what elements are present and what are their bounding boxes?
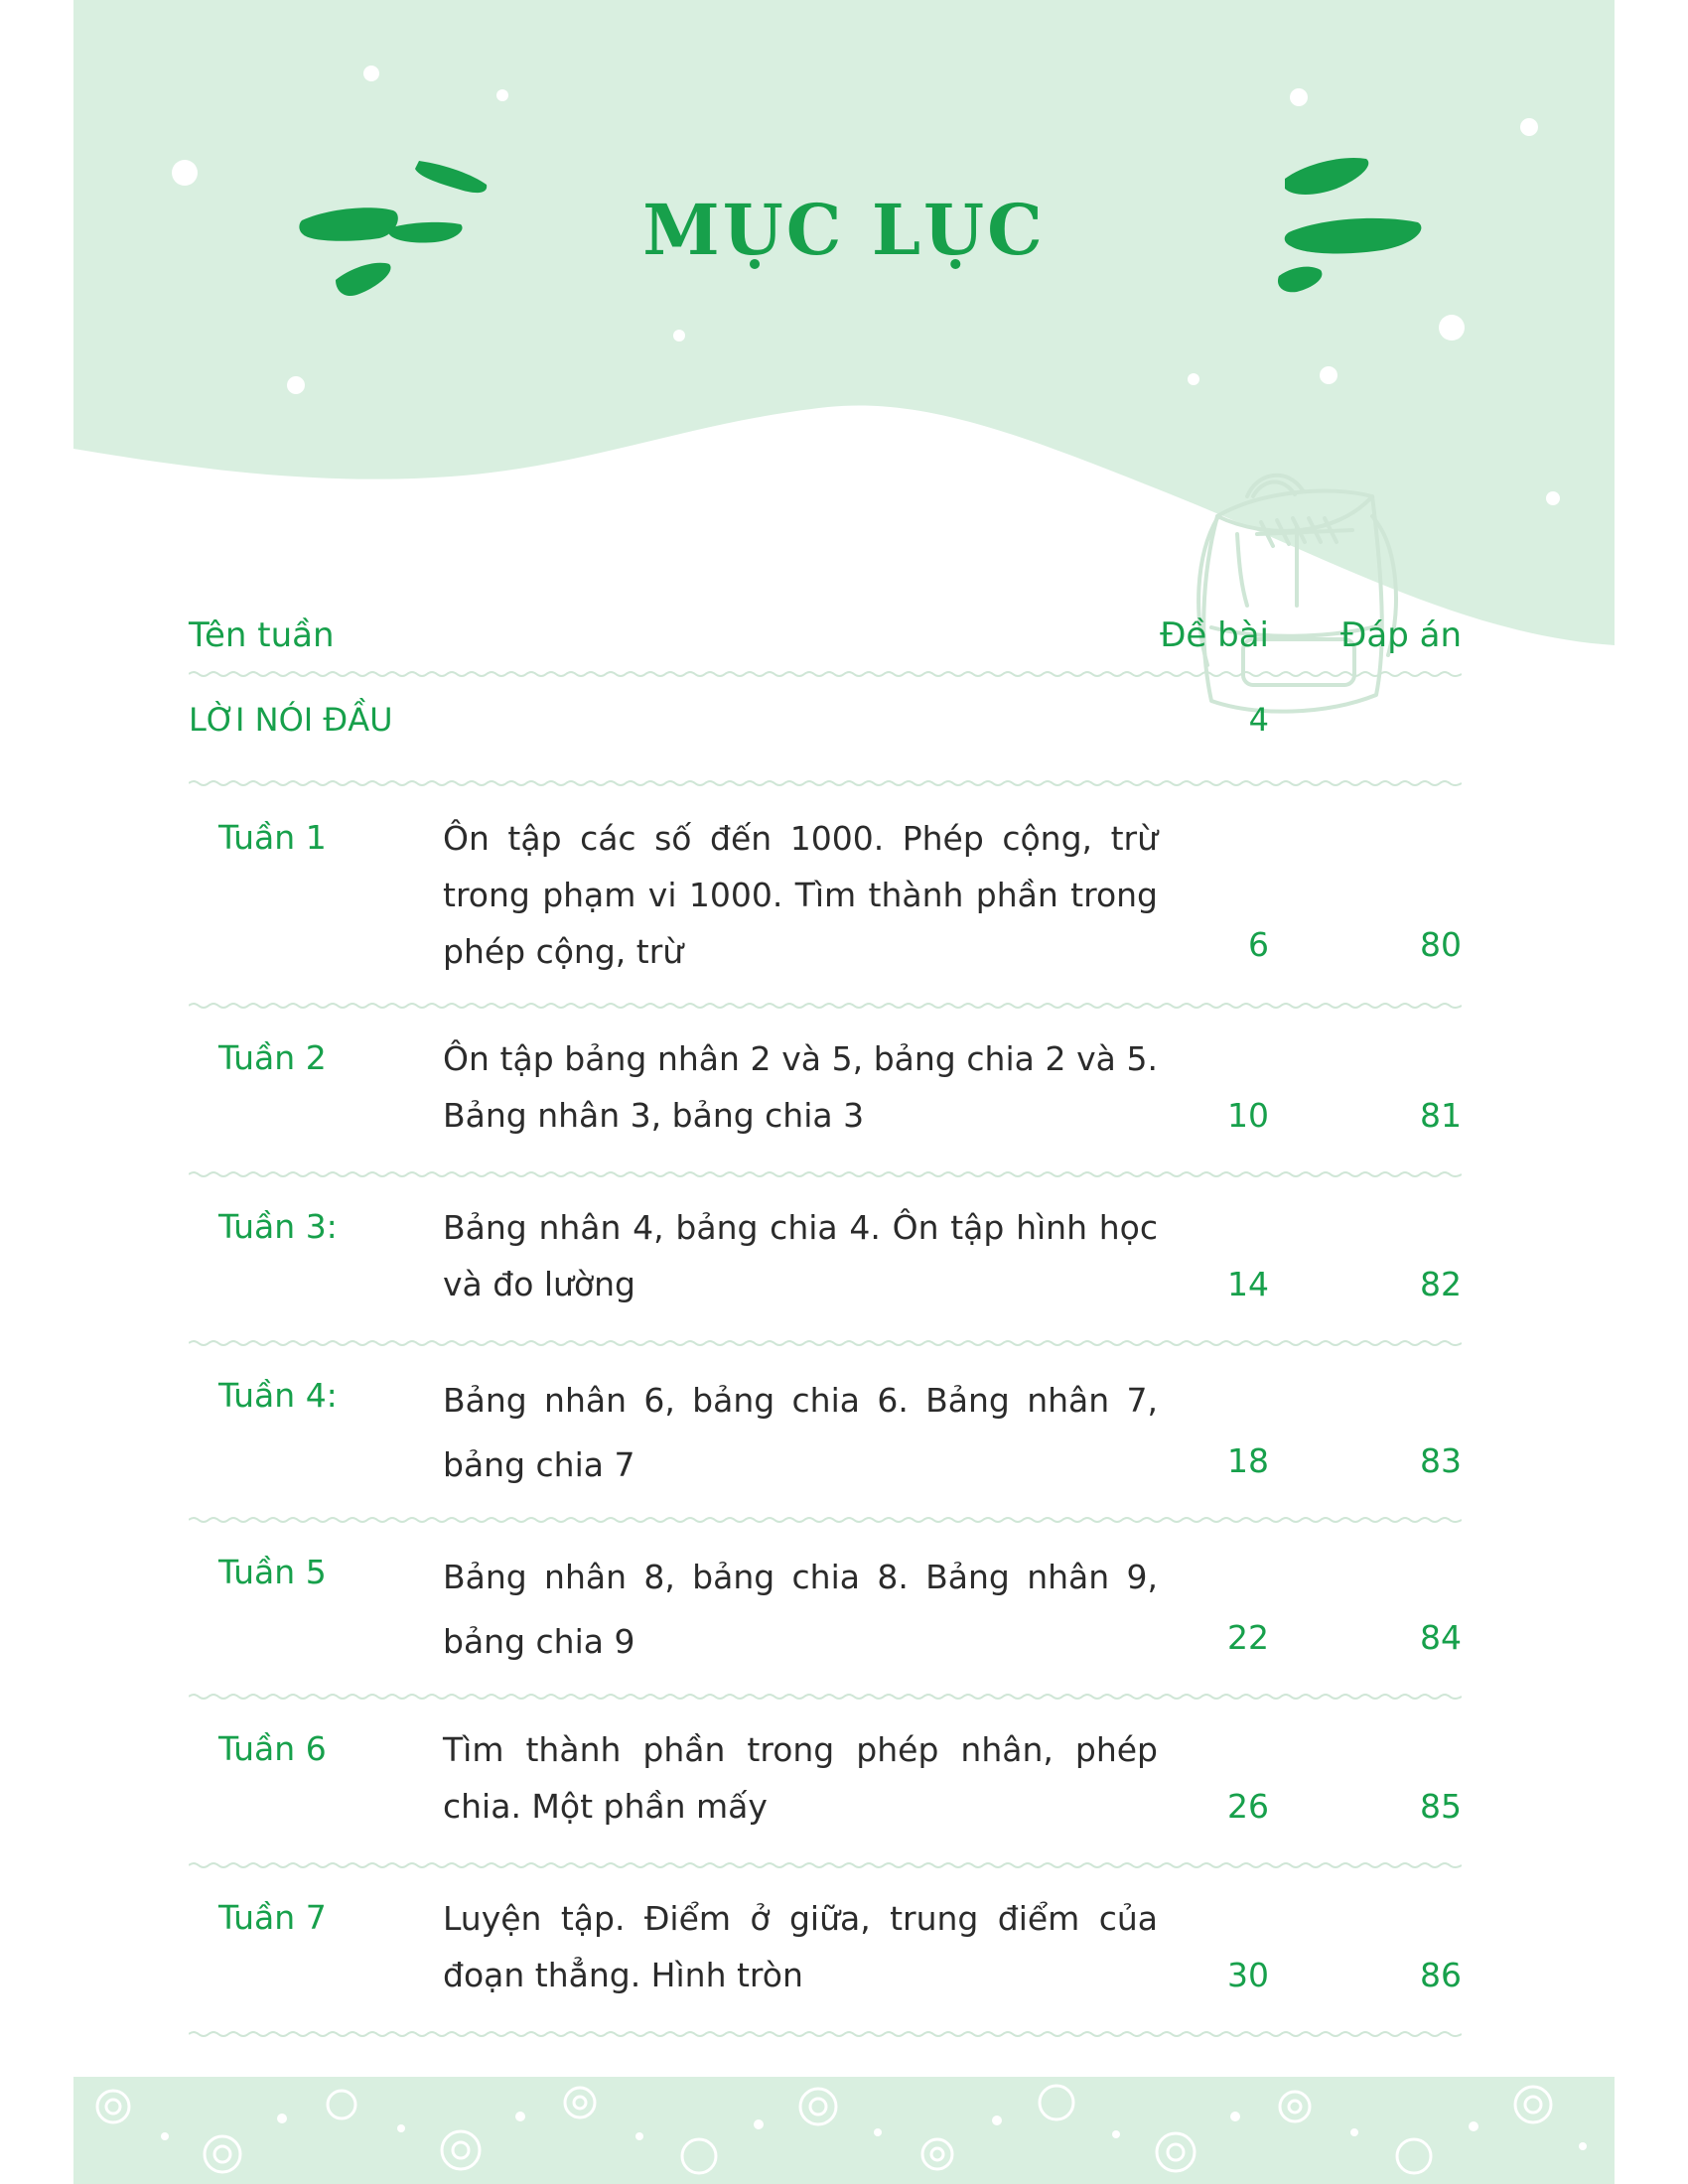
divider: [189, 1860, 1462, 1870]
divider: [189, 1338, 1462, 1348]
brush-stroke-icon: [1271, 149, 1470, 308]
page-number-de-bai: 10: [1227, 1096, 1269, 1135]
column-header-name: Tên tuần: [189, 615, 335, 655]
week-title: Bảng nhân 4, bảng chia 4. Ôn tập hình học và đo lường: [443, 1208, 1158, 1303]
page-number-de-bai: 18: [1227, 1441, 1269, 1480]
week-label: Tuần 1: [218, 818, 327, 857]
intro-label: LỜI NÓI ĐẦU: [189, 701, 393, 739]
week-label: Tuần 2: [218, 1038, 327, 1077]
week-title: Bảng nhân 8, bảng chia 8. Bảng nhân 9, bảng chia 9: [443, 1558, 1158, 1661]
week-label: Tuần 3:: [218, 1207, 338, 1246]
page-number-dap-an: 86: [1420, 1956, 1462, 1994]
divider: [189, 1692, 1462, 1702]
toc-row-week-1[interactable]: [189, 788, 1462, 1001]
toc-row-week-3[interactable]: [189, 1179, 1462, 1338]
week-label: Tuần 5: [218, 1553, 327, 1591]
toc-page: [73, 0, 1615, 2184]
page-number-dap-an: 80: [1420, 925, 1462, 964]
page-number-de-bai: 6: [1248, 925, 1269, 964]
week-title: Ôn tập bảng nhân 2 và 5, bảng chia 2 và 5. Bảng nhân 3, bảng chia 3: [443, 1039, 1158, 1135]
divider: [189, 2029, 1462, 2039]
page-number-dap-an: 84: [1420, 1618, 1462, 1657]
toc-row-week-7[interactable]: [189, 1870, 1462, 2029]
week-title: Bảng nhân 6, bảng chia 6. Bảng nhân 7, bảng chia 7: [443, 1381, 1158, 1484]
week-label: Tuần 4:: [218, 1376, 338, 1415]
week-title: Luyện tập. Điểm ở giữa, trung điểm của đoạn thẳng. Hình tròn: [443, 1899, 1158, 1994]
page-number-de-bai: 4: [1248, 701, 1269, 739]
toc-row-week-6[interactable]: [189, 1702, 1462, 1860]
toc-row-week-4[interactable]: [189, 1348, 1462, 1515]
circle-pattern-icon: [73, 2077, 1615, 2184]
divider: [189, 1515, 1462, 1525]
page-title: MỤC LỤC: [642, 189, 1046, 271]
toc-header-row: [189, 604, 1462, 669]
page-number-dap-an: 83: [1420, 1441, 1462, 1480]
toc-row-week-5[interactable]: [189, 1525, 1462, 1692]
page-number-de-bai: 14: [1227, 1265, 1269, 1303]
divider: [189, 1169, 1462, 1179]
toc-row-week-2[interactable]: [189, 1011, 1462, 1169]
page-number-dap-an: 81: [1420, 1096, 1462, 1135]
page-number-de-bai: 22: [1227, 1618, 1269, 1657]
page-number-de-bai: 30: [1227, 1956, 1269, 1994]
column-header-dap-an: Đáp án: [1340, 615, 1462, 655]
page-number-dap-an: 82: [1420, 1265, 1462, 1303]
week-label: Tuần 6: [218, 1729, 327, 1768]
toc-row-intro[interactable]: [189, 679, 1462, 778]
page-number-dap-an: 85: [1420, 1787, 1462, 1826]
divider: [189, 669, 1462, 679]
divider: [189, 778, 1462, 788]
week-label: Tuần 7: [218, 1898, 327, 1937]
week-title: Tìm thành phần trong phép nhân, phép chia. Một phần mấy: [443, 1730, 1158, 1826]
divider: [189, 1001, 1462, 1011]
week-title: Ôn tập các số đến 1000. Phép cộng, trừ trong phạm vi 1000. Tìm thành phần trong phép cộng, trừ: [443, 819, 1158, 971]
table-of-contents: [189, 604, 1462, 2039]
column-header-de-bai: Đề bài: [1160, 615, 1269, 655]
page-number-de-bai: 26: [1227, 1787, 1269, 1826]
